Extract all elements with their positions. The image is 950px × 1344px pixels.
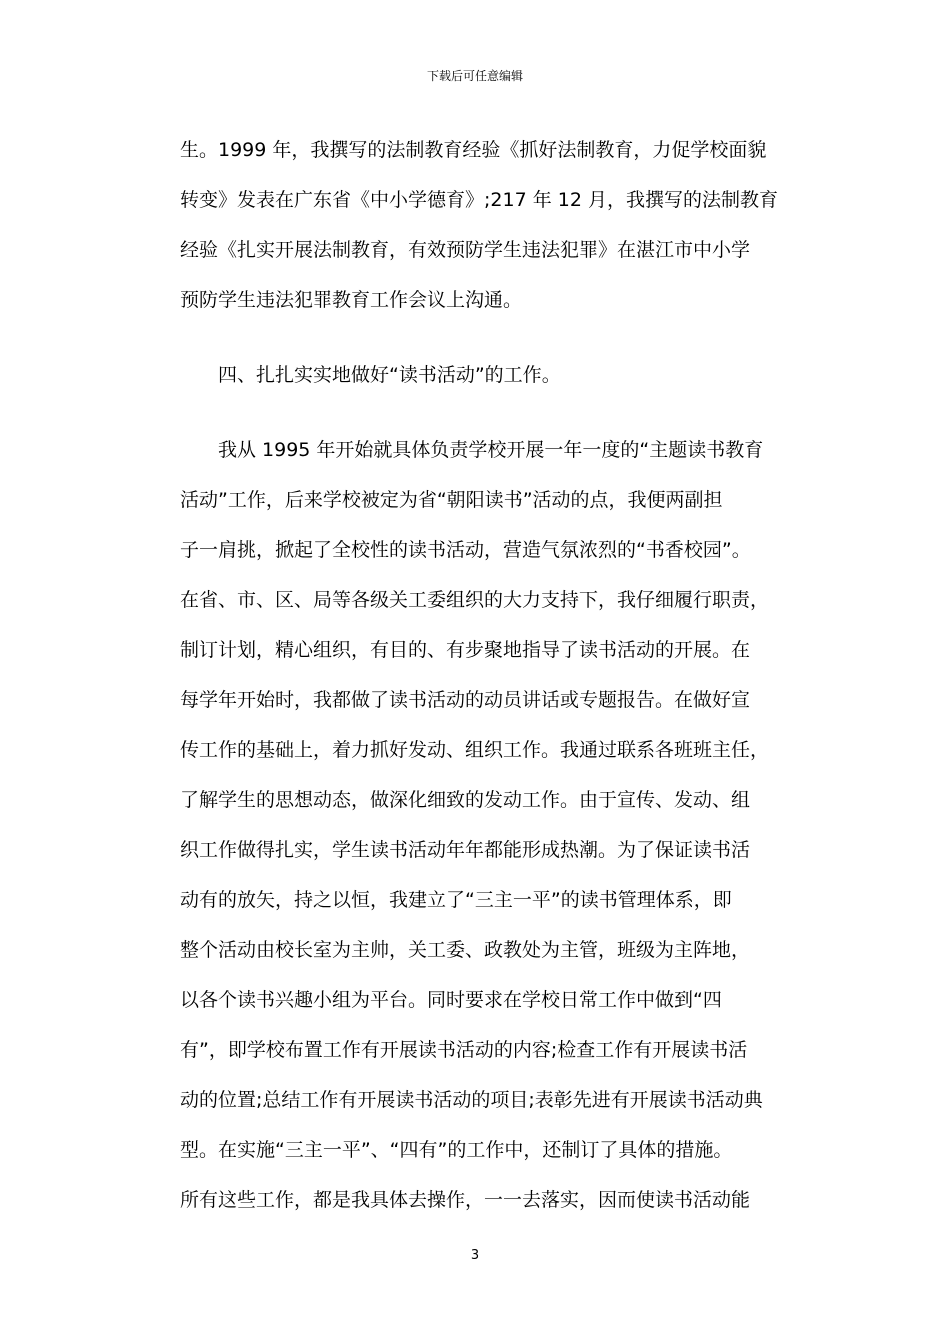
- body-text-line: 传工作的基础上，着力抓好发动、组织工作。我通过联系各班班主任，: [180, 739, 770, 761]
- body-text-line: 预防学生违法犯罪教育工作会议上沟通。: [180, 289, 523, 311]
- body-text-line: 动有的放矢，持之以恒，我建立了“三主一平”的读书管理体系，即: [180, 889, 732, 911]
- section-heading: 四、扎扎实实地做好“读书活动”的工作。: [218, 364, 561, 386]
- body-text-line: 织工作做得扎实，学生读书活动年年都能形成热潮。为了保证读书活: [180, 839, 751, 861]
- body-text-line: 转变》发表在广东省《中小学德育》;217 年 12 月，我撰写的法制教育: [180, 189, 778, 211]
- body-text-line: 我从 1995 年开始就具体负责学校开展一年一度的“主题读书教育: [218, 439, 764, 461]
- body-text-line: 在省、市、区、局等各级关工委组织的大力支持下，我仔细履行职责，: [180, 589, 770, 611]
- body-text-line: 生。1999 年，我撰写的法制教育经验《抓好法制教育，力促学校面貌: [180, 139, 767, 161]
- body-text-line: 以各个读书兴趣小组为平台。同时要求在学校日常工作中做到“四: [180, 989, 722, 1011]
- page-header: 下载后可任意编辑: [426, 69, 523, 83]
- body-text-line: 了解学生的思想动态，做深化细致的发动工作。由于宣传、发动、组: [180, 789, 751, 811]
- body-text-line: 每学年开始时，我都做了读书活动的动员讲话或专题报告。在做好宣: [180, 689, 751, 711]
- body-text-line: 动的位置;总结工作有开展读书活动的项目;表彰先进有开展读书活动典: [180, 1089, 763, 1111]
- body-text-line: 经验《扎实开展法制教育，有效预防学生违法犯罪》在湛江市中小学: [180, 239, 751, 261]
- body-text-line: 所有这些工作，都是我具体去操作，一一去落实，因而使读书活动能: [180, 1189, 751, 1211]
- body-text-line: 整个活动由校长室为主帅，关工委、政教处为主管，班级为主阵地，: [180, 939, 751, 961]
- body-text-line: 活动”工作，后来学校被定为省“朝阳读书”活动的点，我便两副担: [180, 489, 723, 511]
- body-text-line: 子一肩挑，掀起了全校性的读书活动，营造气氛浓烈的“书香校园”。: [180, 539, 751, 561]
- body-text-line: 型。在实施“三主一平”、“四有”的工作中，还制订了具体的措施。: [180, 1139, 733, 1161]
- body-text-line: 有”，即学校布置工作有开展读书活动的内容;检查工作有开展读书活: [180, 1039, 748, 1061]
- page-number: 3: [470, 1248, 480, 1263]
- body-text-line: 制订计划，精心组织，有目的、有步聚地指导了读书活动的开展。在: [180, 639, 751, 661]
